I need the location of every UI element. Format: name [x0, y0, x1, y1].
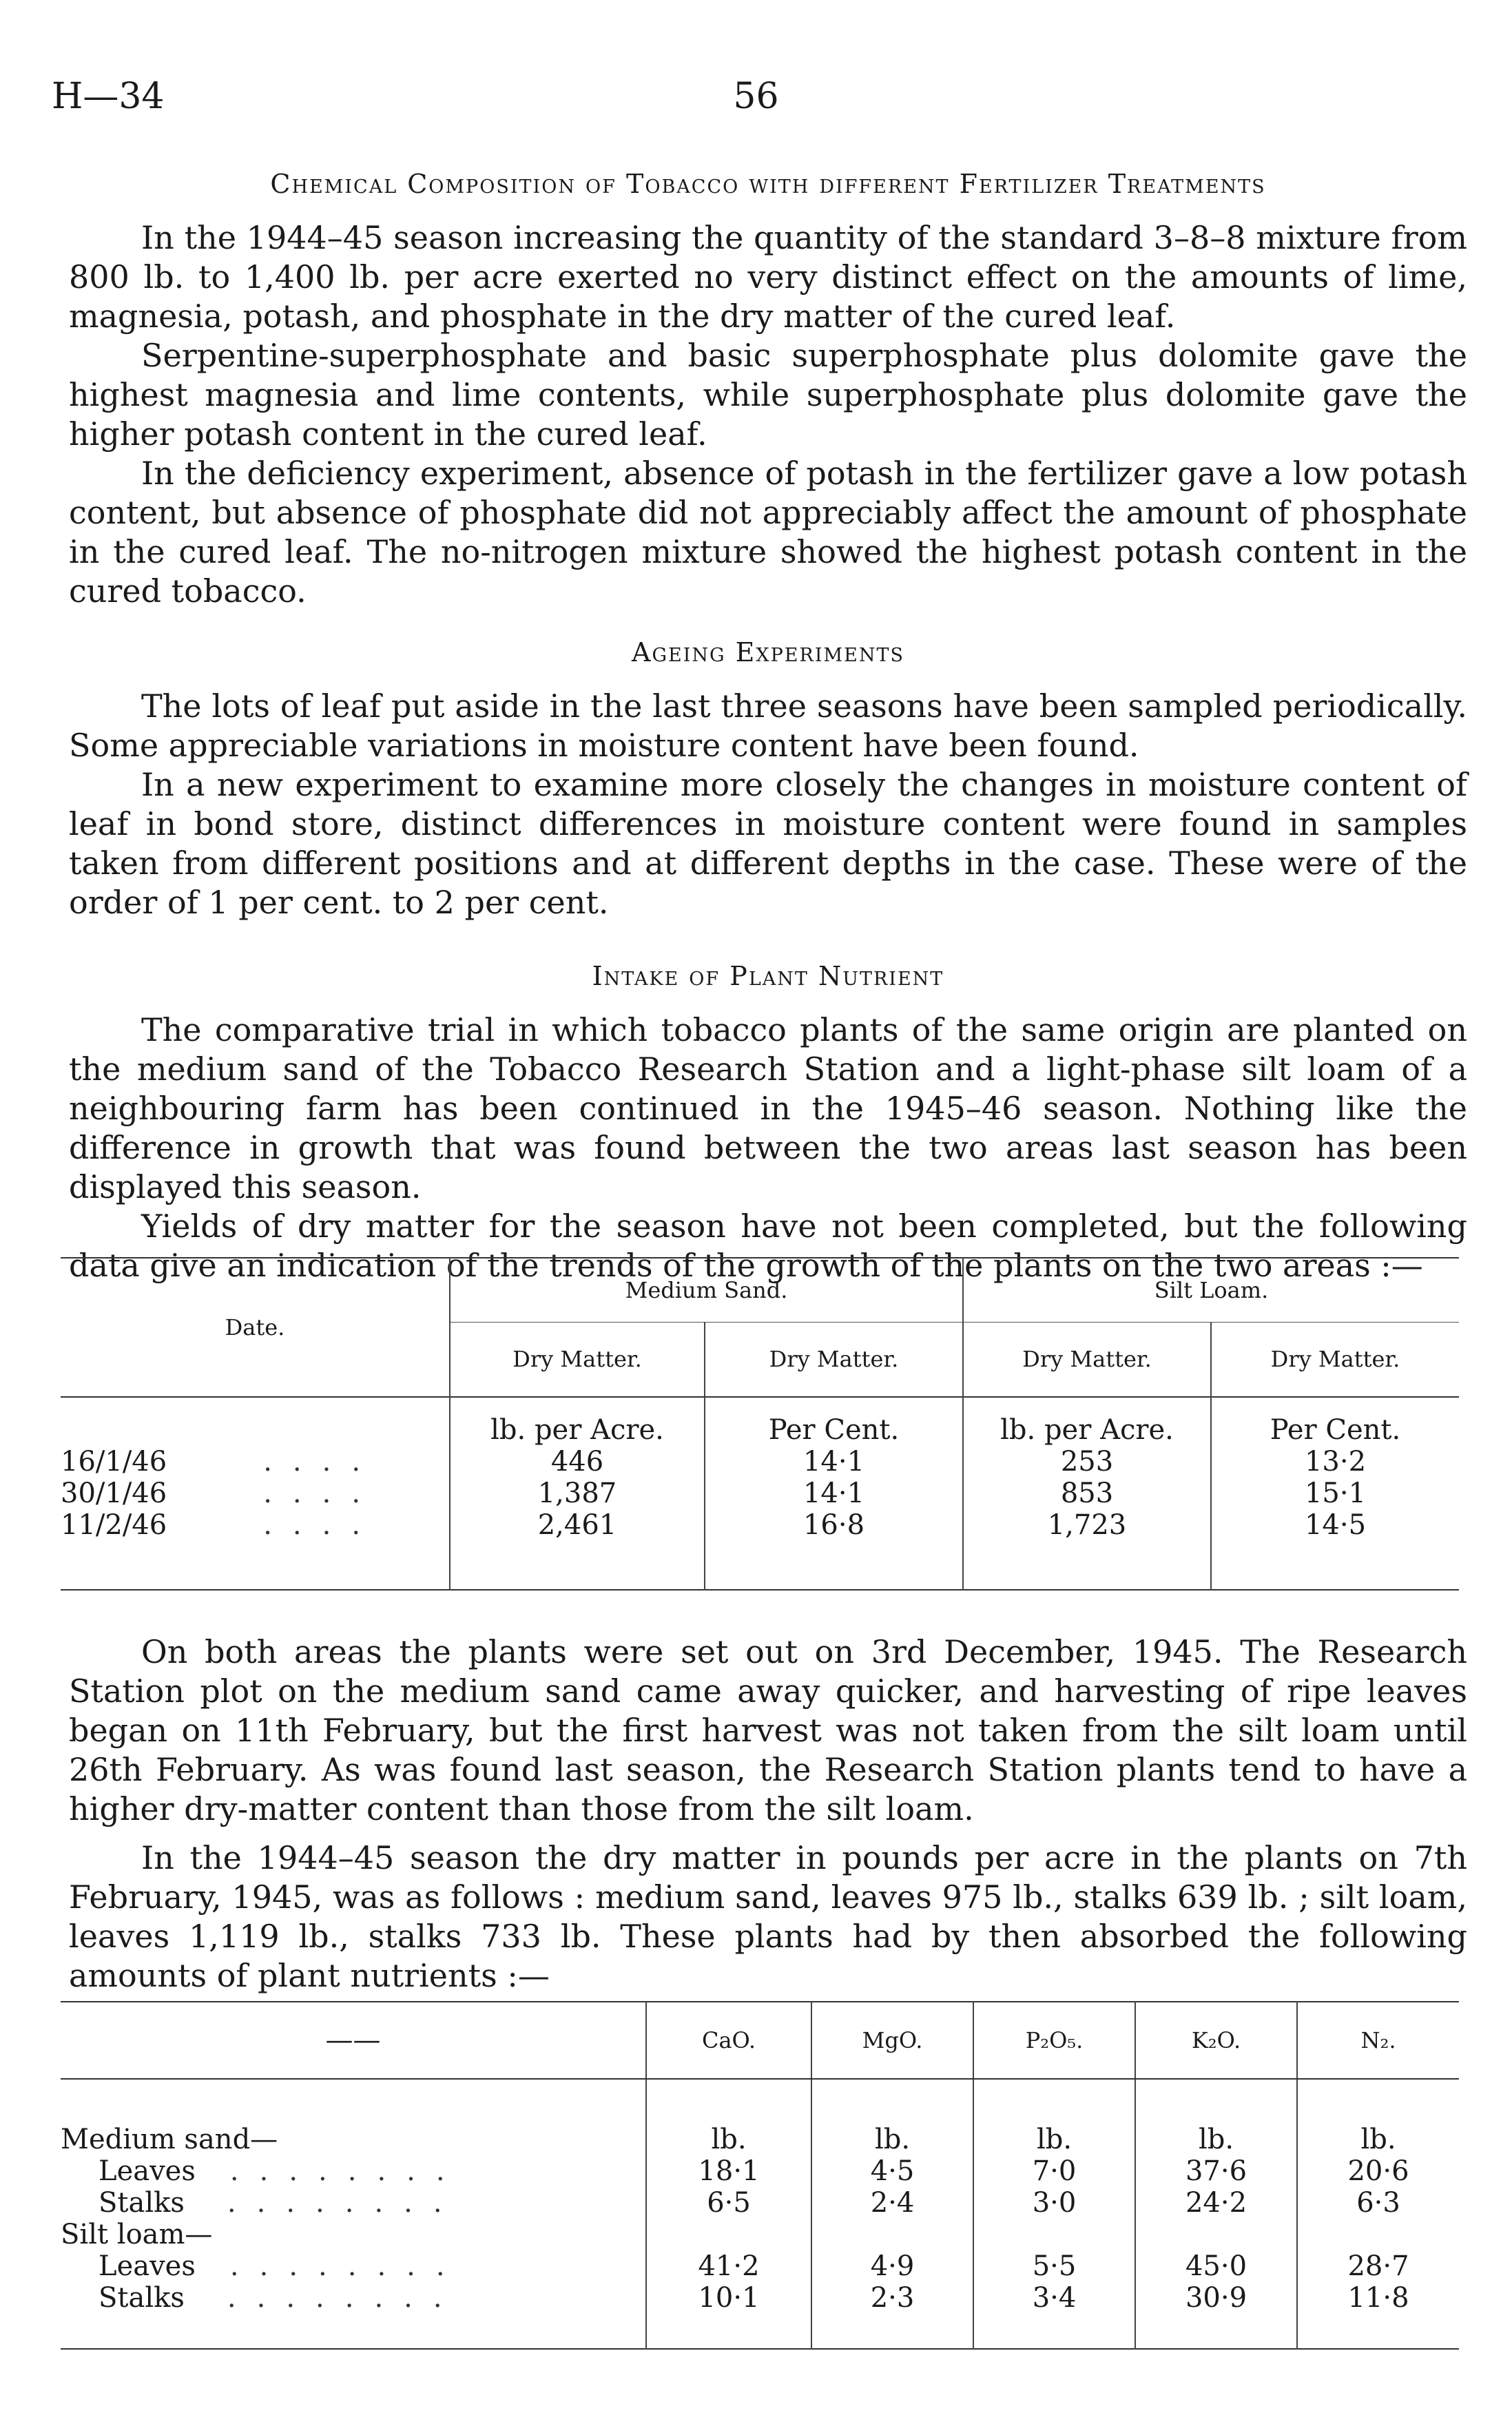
silt-loam-header: Silt Loam.: [963, 1258, 1459, 1322]
table-row: 16/1/46 .... 446 14·1 253 13·2: [61, 1446, 1459, 1478]
document-code: H—34: [52, 76, 165, 117]
column-header-p2o5: P₂O₅.: [973, 2002, 1135, 2079]
unit-label: lb. per Acre.: [963, 1397, 1211, 1446]
column-header-n2: N₂.: [1297, 2002, 1459, 2079]
table-cell: 13·2: [1211, 1446, 1459, 1478]
row-label: Leaves: [99, 2250, 196, 2282]
table-cell: 16·8: [705, 1509, 963, 1541]
unit-label: Per Cent.: [1211, 1397, 1459, 1446]
paragraph: Yields of dry matter for the season have not been completed, but the following data give an indication of the trends of the growth of the plants on the two areas :—: [69, 1208, 1467, 1284]
table-cell: 2·3: [811, 2282, 973, 2314]
table-cell: 14·1: [705, 1478, 963, 1509]
unit-label: lb.: [973, 2079, 1135, 2155]
table-cell: 7·0: [973, 2155, 1135, 2187]
row-date: 11/2/46: [61, 1509, 167, 1541]
page-number: 56: [733, 76, 779, 117]
column-header-cao: CaO.: [646, 2002, 811, 2079]
row-label: Stalks: [99, 2282, 185, 2314]
table-row: 30/1/46 .... 1,387 14·1 853 15·1: [61, 1478, 1459, 1509]
table-cell: 4·9: [811, 2250, 973, 2282]
table-cell: 853: [963, 1478, 1211, 1509]
column-header: Dry Matter.: [705, 1322, 963, 1397]
table-cell: 253: [963, 1446, 1211, 1478]
paragraph: Serpentine-superphosphate and basic superphosphate plus dolomite gave the highest magnesia and lime contents, while superphosphate plus dolomite gave the higher potash content in the cured leaf.: [69, 337, 1467, 453]
table-cell: 3·4: [973, 2282, 1135, 2314]
paragraph: The lots of leaf put aside in the last three seasons have been sampled periodically. Some appreciable variations in moisture content have been found.: [69, 687, 1467, 764]
group-label: Silt loam—: [61, 2219, 213, 2250]
date-column-header: Date.: [225, 1314, 285, 1340]
section-after-table: [69, 1633, 1467, 1996]
dry-matter-table: [61, 1257, 1459, 1590]
table-cell: 6·3: [1297, 2187, 1459, 2219]
paragraph: In a new experiment to examine more closely the changes in moisture content of leaf in bond store, distinct differences in moisture content were found in samples taken from different positions and at different depths in the case. These were of the order of 1 per cent. to 2 per cent.: [69, 766, 1467, 921]
unit-label: lb.: [1135, 2079, 1297, 2155]
section-chemical-composition: [69, 169, 1467, 611]
unit-label: lb. per Acre.: [450, 1397, 705, 1446]
column-header: Dry Matter.: [450, 1322, 705, 1397]
unit-spacer: [61, 1397, 450, 1446]
section-heading: Intake of Plant Nutrient: [592, 961, 944, 991]
table-cell: 18·1: [646, 2155, 811, 2187]
table-cell: 1,387: [450, 1478, 705, 1509]
table-cell: 4·5: [811, 2155, 973, 2187]
column-header: Dry Matter.: [963, 1322, 1211, 1397]
section-intake-plant-nutrient: [69, 961, 1467, 1285]
table-cell: 2,461: [450, 1509, 705, 1541]
row-label: Leaves: [99, 2155, 196, 2187]
paragraph: The comparative trial in which tobacco plants of the same origin are planted on the medium sand of the Tobacco Research Station and a light-phase silt loam of a neighbouring farm has been continued in the 1945–46 season. Nothing like the difference in growth that was found between the two areas last season has been displayed this season.: [69, 1011, 1467, 1205]
paragraph: In the 1944–45 season increasing the quantity of the standard 3–8–8 mixture from 800 lb. to 1,400 lb. per acre exerted no very distinct effect on the amounts of lime, magnesia, potash, and phosphate in the dry matter of the cured leaf.: [69, 219, 1467, 335]
column-header: Dry Matter.: [1211, 1322, 1459, 1397]
table-cell: 10·1: [646, 2282, 811, 2314]
section-heading: Chemical Composition of Tobacco with different Fertilizer Treatments: [270, 169, 1266, 199]
table-row: [61, 2219, 1459, 2250]
table-row: Leaves ........ 18·1 4·5 7·0 37·6 20·6: [61, 2155, 1459, 2187]
table-cell: 28·7: [1297, 2250, 1459, 2282]
table-row: 11/2/46 .... 2,461 16·8 1,723 14·5: [61, 1509, 1459, 1541]
section-ageing-experiments: [69, 637, 1467, 922]
table-cell: 2·4: [811, 2187, 973, 2219]
paragraph: In the 1944–45 season the dry matter in pounds per acre in the plants on 7th February, 1945, was as follows : medium sand, leaves 975 lb., stalks 639 lb. ; silt loam, leaves 1,119 lb., stalks 733 lb. These plants had by then absorbed the following amounts of plant nutrients :—: [69, 1839, 1467, 1994]
table-cell: 41·2: [646, 2250, 811, 2282]
medium-sand-header: Medium Sand.: [450, 1258, 963, 1322]
table-row: Stalks ........ 10·1 2·3 3·4 30·9 11·8: [61, 2282, 1459, 2314]
corner-header: ——: [61, 2002, 646, 2079]
table-row: [61, 2079, 1459, 2155]
table-cell: 5·5: [973, 2250, 1135, 2282]
table-cell: 45·0: [1135, 2250, 1297, 2282]
table-row: Leaves ........ 41·2 4·9 5·5 45·0 28·7: [61, 2250, 1459, 2282]
table-cell: 14·1: [705, 1446, 963, 1478]
nutrient-table: [61, 2001, 1459, 2350]
table-cell: 24·2: [1135, 2187, 1297, 2219]
paragraph: In the deficiency experiment, absence of potash in the fertilizer gave a low potash content, but absence of phosphate did not appreciably affect the amount of phosphate in the cured leaf. The no-nitrogen mixture showed the highest potash content in the cured tobacco.: [69, 455, 1467, 610]
table-cell: 3·0: [973, 2187, 1135, 2219]
table-cell: 30·9: [1135, 2282, 1297, 2314]
column-header-k2o: K₂O.: [1135, 2002, 1297, 2079]
unit-label: Per Cent.: [705, 1397, 963, 1446]
paragraph: On both areas the plants were set out on 3rd December, 1945. The Research Station plot on the medium sand came away quicker, and harvesting of ripe leaves began on 11th February, but the first harvest was not taken from the silt loam until 26th February. As was found last season, the Research Station plants tend to have a higher dry-matter content than those from the silt loam.: [69, 1633, 1467, 1827]
group-label: Medium sand—: [61, 2124, 278, 2155]
table-cell: 37·6: [1135, 2155, 1297, 2187]
table-cell: 1,723: [963, 1509, 1211, 1541]
unit-label: lb.: [1297, 2079, 1459, 2155]
row-date: 30/1/46: [61, 1478, 167, 1509]
table-cell: 446: [450, 1446, 705, 1478]
table-row: Stalks ........ 6·5 2·4 3·0 24·2 6·3: [61, 2187, 1459, 2219]
table-cell: 14·5: [1211, 1509, 1459, 1541]
unit-label: lb.: [811, 2079, 973, 2155]
page-header: [52, 69, 1460, 124]
table-cell: 15·1: [1211, 1478, 1459, 1509]
column-header-mgo: MgO.: [811, 2002, 973, 2079]
table-cell: 20·6: [1297, 2155, 1459, 2187]
table-cell: 11·8: [1297, 2282, 1459, 2314]
table-cell: 6·5: [646, 2187, 811, 2219]
row-date: 16/1/46: [61, 1446, 167, 1478]
row-label: Stalks: [99, 2187, 185, 2219]
unit-label: lb.: [646, 2079, 811, 2155]
section-heading: Ageing Experiments: [632, 637, 904, 667]
